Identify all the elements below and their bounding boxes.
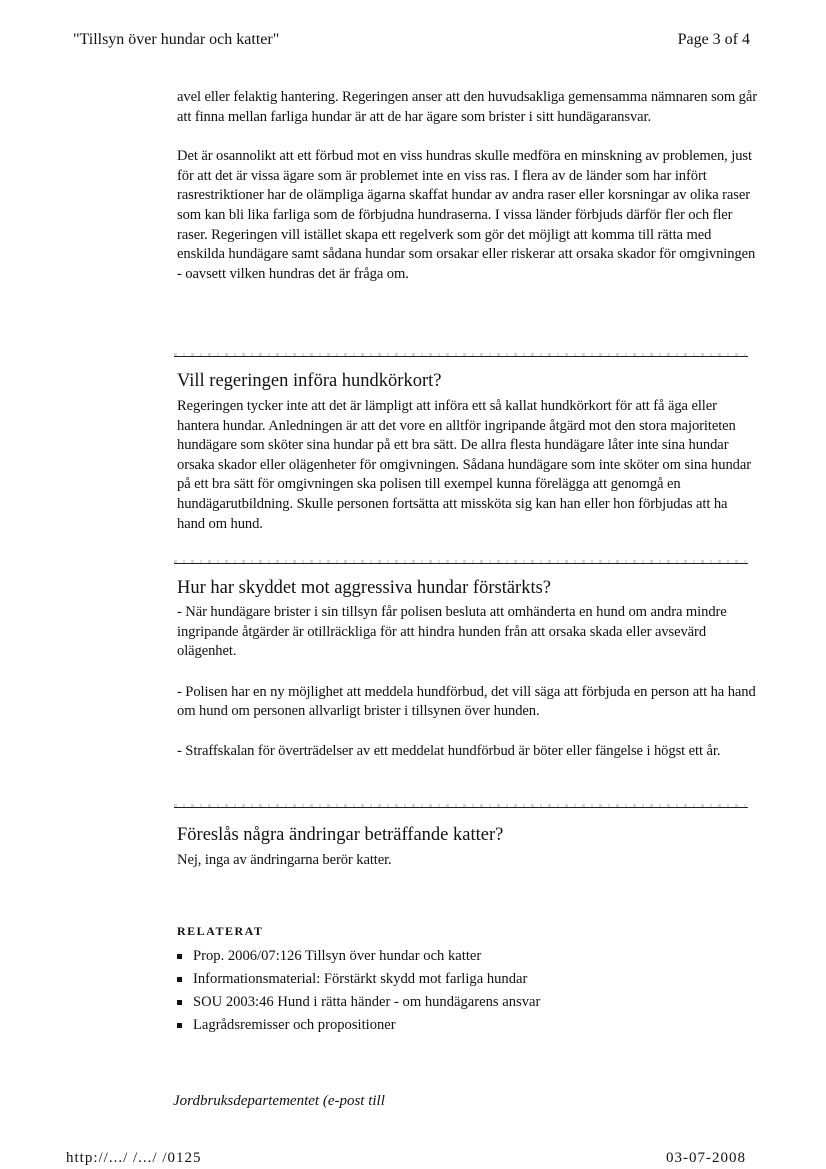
related-heading: RELATERAT — [177, 924, 264, 938]
intro-block — [177, 88, 757, 284]
section-heading: Föreslås några ändringar beträffande katter? — [177, 825, 504, 845]
section-katter — [177, 824, 757, 871]
document-title: "Tillsyn över hundar och katter" — [73, 31, 280, 48]
section-divider — [174, 807, 748, 808]
related-block — [177, 924, 757, 1037]
paragraph-1: avel eller felaktig hantering. Regeringen anser att den huvudsakliga gemensamma nämnaren som går att finna mellan farliga hundar är att de har ägare som brister i sitt hundägaransvar. — [177, 89, 758, 125]
department-contact: Jordbruksdepartementet (e-post till — [173, 1093, 385, 1109]
related-list — [177, 945, 757, 1037]
section-hundkorkort — [177, 370, 757, 534]
paragraph-2: Det är osannolikt att ett förbud mot en viss hundras skulle medföra en minskning av problemen, just för att det är vissa ägare som är problemet inte en viss ras. I flera av de länder som har infört rasrestriktioner har de olämpliga ägarna skaffat hundar av andra raser eller korsningar av olika raser som kan bli lika farliga som de förbjudna hundraserna. I vissa länder förbjuds därför fler och fler raser. Regeringen vill istället skapa ett regelverk som gör det möjligt att komma till rätta med enskilda hundägare samt sådana hundar som orsakar eller riskerar att orsaka skador för omgivningen - oavsett vilken hundras det är fråga om. — [177, 148, 756, 282]
section-item: - Straffskalan för överträdelser av ett meddelat hundförbud är böter eller fängelse i högst ett år. — [177, 742, 721, 759]
section-heading: Vill regeringen införa hundkörkort? — [177, 371, 442, 391]
section-item: - Polisen har en ny möjlighet att meddela hundförbud, det vill säga att förbjuda en person att ha hand om hund om personen allvarligt brister i tillsynen över hunden. — [177, 683, 756, 720]
bullet-icon — [177, 977, 182, 982]
section-skydd — [177, 577, 757, 762]
related-link[interactable]: Prop. 2006/07:126 Tillsyn över hundar och katter — [177, 945, 757, 968]
related-link[interactable]: SOU 2003:46 Hund i rätta händer - om hundägarens ansvar — [177, 991, 757, 1014]
footer-date: 03-07-2008 — [666, 1150, 746, 1166]
section-heading: Hur har skyddet mot aggressiva hundar förstärkts? — [177, 578, 552, 598]
section-divider — [174, 563, 748, 564]
section-text: Regeringen tycker inte att det är lämpligt att införa ett så kallat hundkörkort för att få äga eller hantera hundar. Anledningen är att det vore en alltför ingripande åtgärd mot den stora majoriteten hundägare som sköter sina hundar på ett bra sätt. De allra flesta hundägare låter inte sina hundar orsaka skador eller olägenheter för omgivningen. Sådana hundägare som inte sköter om sina hundar på ett bra sätt för omgivningen ska polisen till exempel kunna förelägga att genomgå en hundägarutbildning. Skulle personen fortsätta att missköta sig kan han eller hon förbjudas att ha hand om hund. — [177, 398, 751, 532]
related-link[interactable]: Lagrådsremisser och propositioner — [177, 1014, 757, 1037]
bullet-icon — [177, 1023, 182, 1028]
section-item: - När hundägare brister i sin tillsyn får polisen besluta att omhänderta en hund om andra mindre ingripande åtgärder är otillräckliga för att hindra hunden från att orsaka skada eller avsevärd olägenhet. — [177, 604, 727, 660]
bullet-icon — [177, 954, 182, 959]
section-text: Nej, inga av ändringarna berör katter. — [177, 852, 392, 868]
footer-url: http://.../ /.../ /0125 — [66, 1150, 202, 1166]
page-number: Page 3 of 4 — [677, 31, 750, 48]
bullet-icon — [177, 1000, 182, 1005]
related-link[interactable]: Informationsmaterial: Förstärkt skydd mot farliga hundar — [177, 968, 757, 991]
section-divider — [174, 356, 748, 357]
